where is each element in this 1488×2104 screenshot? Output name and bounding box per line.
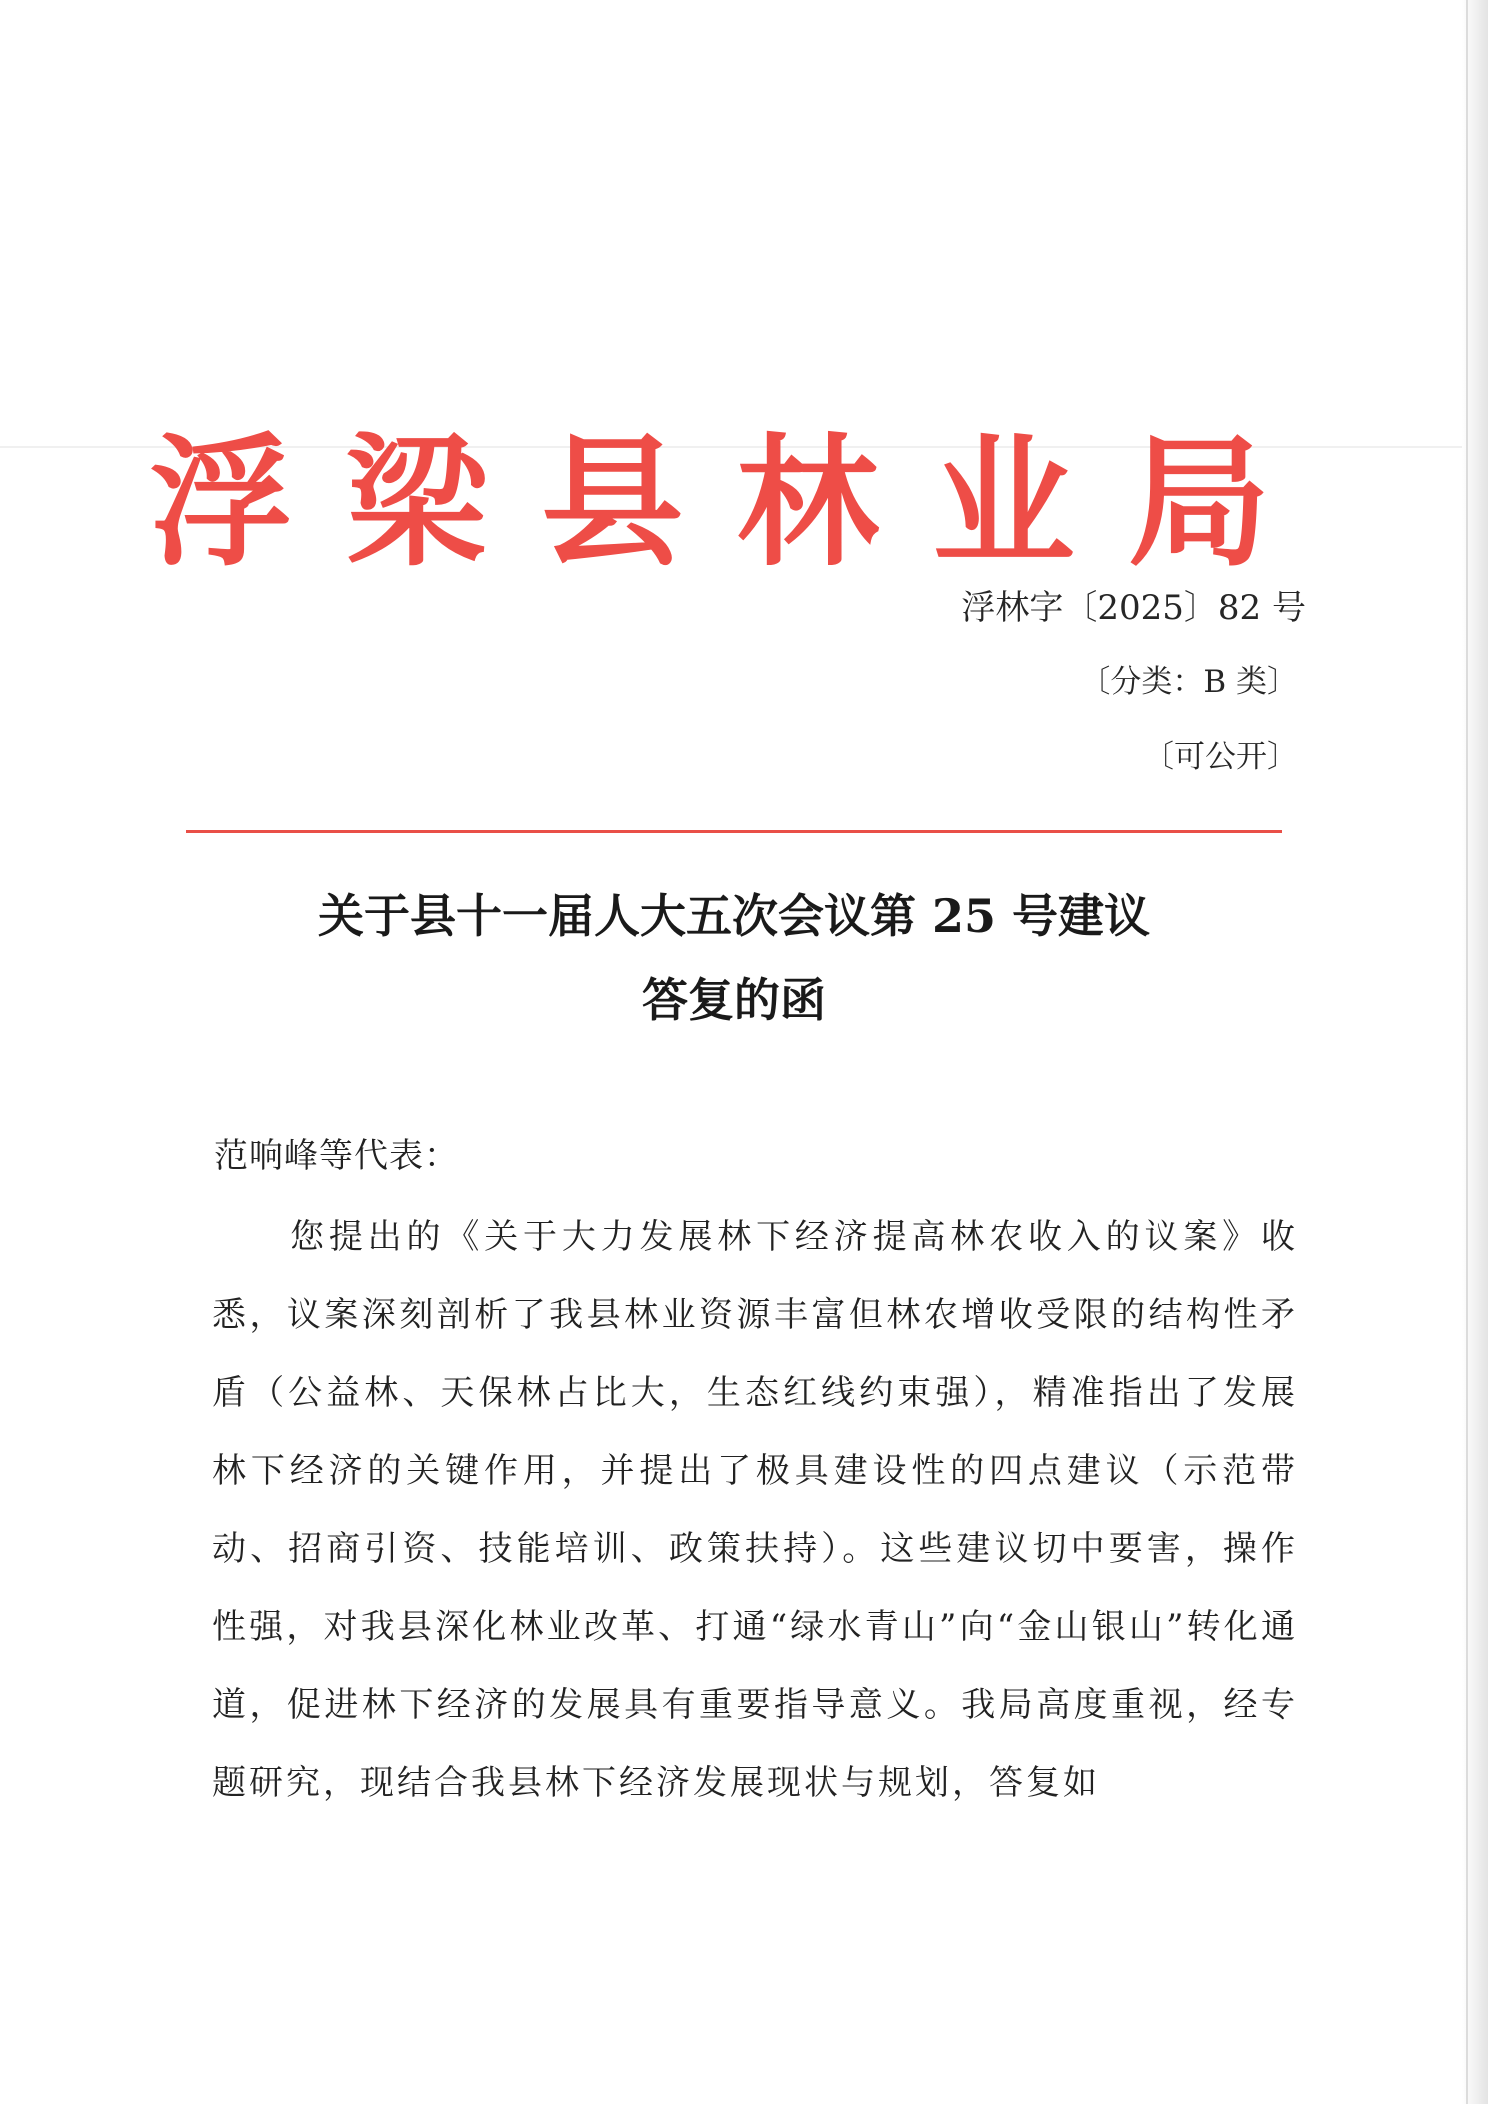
- letterhead-char: 浮: [150, 420, 292, 586]
- letterhead-char: 县: [541, 420, 684, 586]
- letterhead-char: 林: [736, 420, 879, 586]
- classification-label: 〔分类：B 类〕: [1079, 664, 1298, 700]
- salutation: 范响峰等代表：: [214, 1136, 459, 1176]
- letterhead-char: 局: [1127, 420, 1270, 586]
- letterhead-char: 梁: [345, 420, 488, 586]
- disclosure-label: 〔可公开〕: [1143, 739, 1298, 775]
- letterhead-char: 业: [932, 420, 1075, 586]
- body-paragraph: 您提出的《关于大力发展林下经济提高林农收入的议案》收悉，议案深刻剖析了我县林业资源丰富但林农增收受限的结构性矛盾（公益林、天保林占比大，生态红线约束强），精准指出了发展林下经济的关键作用，并提出了极具建设性的四点建议（示范带动、招商引资、技能培训、政策扶持）。这些建议切中要害，操作性强，对我县深化林业改革、打通“绿水青山”向“金山银山”转化通道，促进林下经济的发展具有重要指导意义。我局高度重视，经专题研究，现结合我县林下经济发展现状与规划，答复如: [212, 1217, 1298, 1803]
- document-title-line-2: 答复的函: [642, 973, 826, 1027]
- red-separator-rule: [186, 830, 1282, 833]
- document-number: 浮林字〔2025〕82 号: [961, 588, 1306, 628]
- document-title-line-1: 关于县十一届人大五次会议第 25 号建议: [317, 889, 1151, 943]
- letterhead-org-name: [150, 418, 1270, 588]
- scan-edge-line: [1466, 0, 1468, 2104]
